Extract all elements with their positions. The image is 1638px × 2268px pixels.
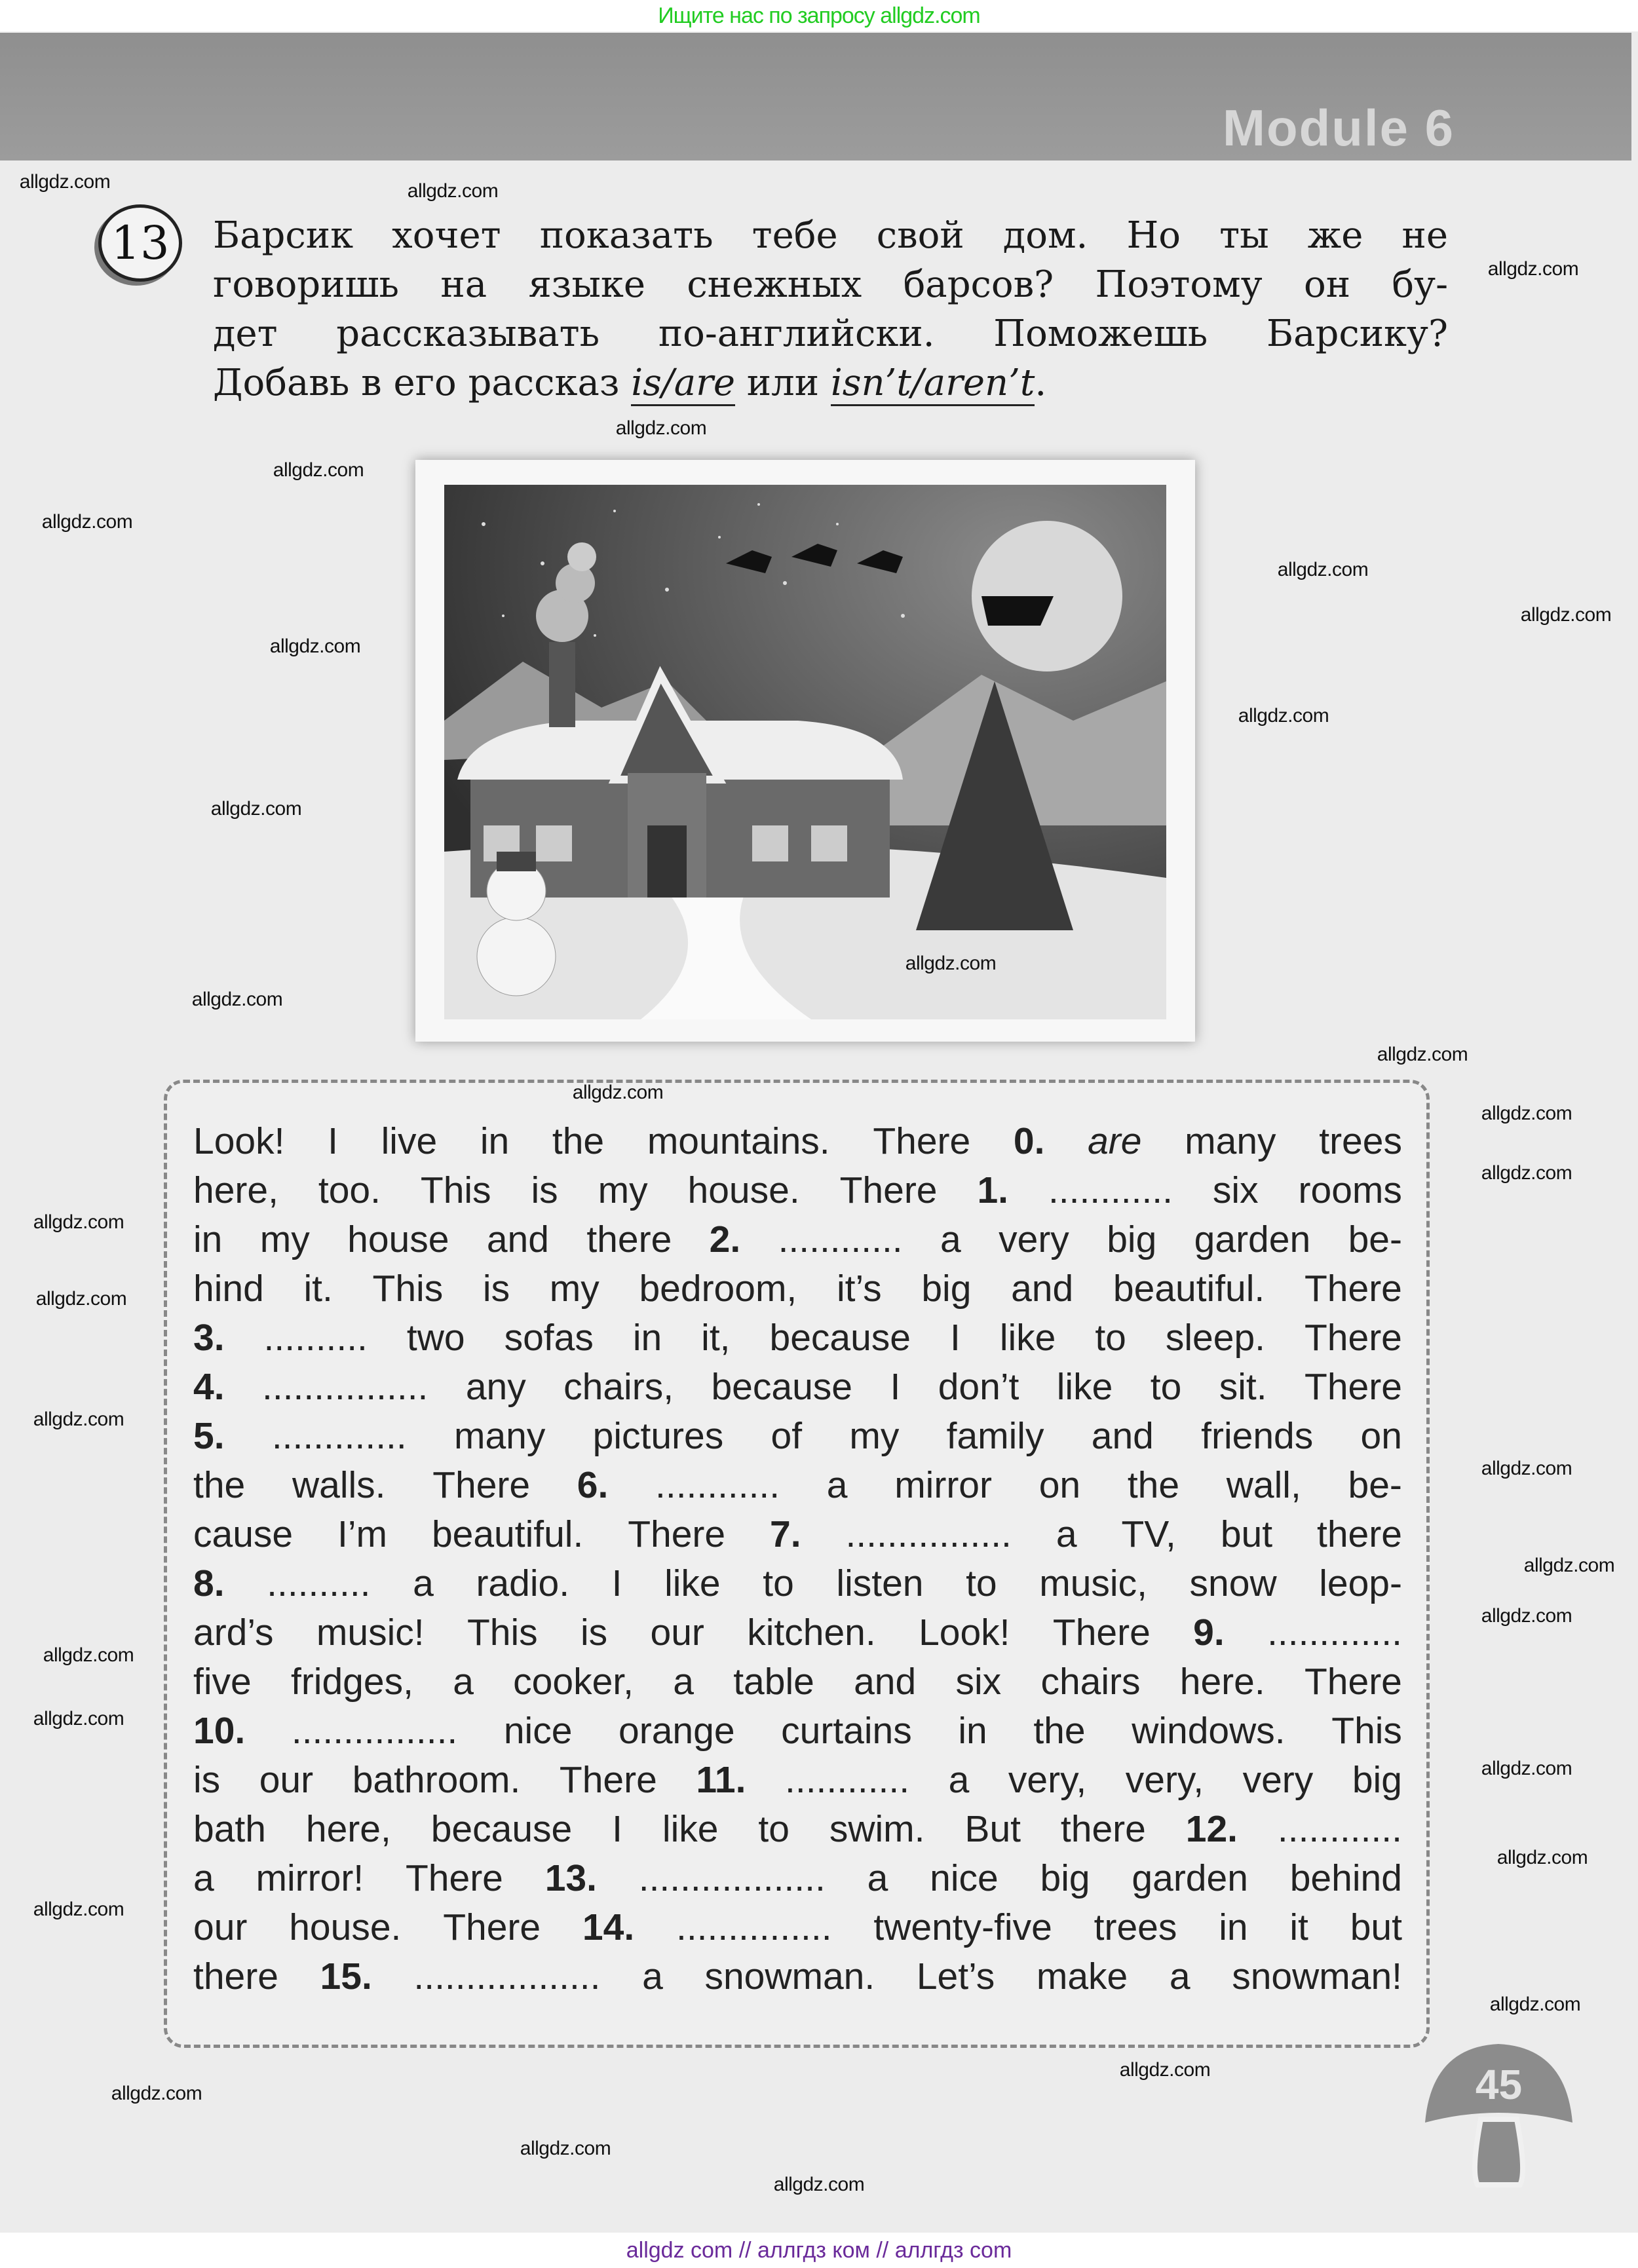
page-number: 45 — [1475, 2061, 1523, 2108]
story-word: ................ — [845, 1513, 1012, 1555]
story-word: There — [405, 1857, 503, 1899]
watermark: allgdz.com — [1277, 559, 1369, 580]
blank-number: 8. — [193, 1562, 225, 1604]
story-line — [193, 1461, 1402, 1510]
blank-number: 10. — [193, 1710, 246, 1752]
story-word: to — [1150, 1366, 1182, 1408]
story-word: many — [453, 1415, 546, 1457]
option-is-are: is/are — [631, 362, 735, 406]
story-word: a — [1169, 1956, 1190, 1997]
story-word: I — [328, 1120, 338, 1162]
story-word: bedroom, — [639, 1268, 797, 1310]
story-word: listen — [836, 1562, 924, 1604]
story-word: hind — [193, 1268, 264, 1310]
watermark: allgdz.com — [33, 1408, 124, 1430]
story-word: big — [1040, 1857, 1090, 1899]
story-word: cause — [193, 1513, 294, 1555]
blank-number: 1. — [977, 1169, 1008, 1211]
story-word: it — [1289, 1906, 1308, 1948]
story-word: walls. — [292, 1464, 386, 1506]
watermark: allgdz.com — [1496, 1847, 1588, 1868]
story-word: There — [839, 1169, 938, 1211]
story-word: trees — [1319, 1120, 1402, 1162]
blank-number: 11. — [696, 1759, 746, 1801]
story-word: garden — [1194, 1219, 1311, 1260]
story-word: but — [1220, 1513, 1273, 1555]
story-word: bathroom. — [352, 1759, 521, 1801]
story-word: radio. — [476, 1562, 570, 1604]
story-word: There — [1304, 1661, 1402, 1703]
story-word: in — [193, 1219, 223, 1260]
story-word: TV, — [1121, 1513, 1176, 1555]
story-word: nice — [503, 1710, 573, 1752]
story-line — [193, 1805, 1402, 1854]
story-word: fridges, — [290, 1661, 413, 1703]
story-word: a — [948, 1759, 970, 1801]
story-word: there — [586, 1219, 672, 1260]
story-word: I — [890, 1366, 901, 1408]
story-word: house — [347, 1219, 449, 1260]
story-word: is — [580, 1612, 608, 1654]
story-word: ................ — [261, 1366, 429, 1408]
story-word: any — [465, 1366, 526, 1408]
story-word: the — [1033, 1710, 1086, 1752]
watermark: allgdz.com — [191, 989, 283, 1010]
story-word: on — [1360, 1415, 1402, 1457]
story-word: beautiful. — [1113, 1268, 1265, 1310]
story-line — [193, 1363, 1402, 1412]
story-word: snow — [1189, 1562, 1277, 1604]
story-word: There — [873, 1120, 971, 1162]
story-word: swim. — [829, 1808, 925, 1850]
story-word: it’s — [836, 1268, 882, 1310]
story-word: snowman! — [1232, 1956, 1402, 1997]
story-word: to — [763, 1562, 794, 1604]
story-word: There — [628, 1513, 726, 1555]
story-word: our — [650, 1612, 704, 1654]
story-word: music, — [1039, 1562, 1147, 1604]
story-word: ............ — [655, 1464, 780, 1506]
story-word: two — [406, 1317, 465, 1359]
story-word: very — [999, 1219, 1069, 1260]
watermark: allgdz.com — [1520, 604, 1612, 626]
watermark: allgdz.com — [1119, 2059, 1211, 2081]
watermark: allgdz.com — [773, 2174, 865, 2195]
story-word: the — [552, 1120, 605, 1162]
blank-number: 6. — [577, 1464, 609, 1506]
story-word: there — [1316, 1513, 1402, 1555]
watermark: allgdz.com — [41, 511, 133, 533]
story-word: This — [1331, 1710, 1402, 1752]
story-word: it. — [303, 1268, 333, 1310]
story-word: ard’s — [193, 1612, 274, 1654]
story-word: ............ — [1277, 1808, 1402, 1850]
story-word: like — [999, 1317, 1056, 1359]
watermark: allgdz.com — [33, 1708, 124, 1729]
story-word: family — [946, 1415, 1044, 1457]
story-word: big — [921, 1268, 972, 1310]
story-word: twenty-five — [873, 1906, 1052, 1948]
top-banner-text: Ищите нас по запросу allgdz.com — [658, 3, 980, 28]
watermark: allgdz.com — [273, 459, 364, 481]
story-word: on — [1038, 1464, 1081, 1506]
story-line — [193, 1952, 1402, 2001]
watermark: allgdz.com — [35, 1288, 127, 1310]
story-word: very, — [1008, 1759, 1087, 1801]
story-word: a — [940, 1219, 961, 1260]
story-word: garden — [1132, 1857, 1248, 1899]
watermark: allgdz.com — [572, 1082, 664, 1103]
story-word: in — [480, 1120, 510, 1162]
story-word: many — [1185, 1120, 1276, 1162]
story-word: This — [372, 1268, 444, 1310]
instruction-or: или — [735, 362, 831, 404]
watermark: allgdz.com — [1481, 1103, 1572, 1124]
example-answer: are — [1088, 1120, 1142, 1162]
story-word: .......... — [267, 1562, 371, 1604]
story-word: mirror — [894, 1464, 992, 1506]
story-word: don’t — [938, 1366, 1019, 1408]
story-word: and — [1091, 1415, 1154, 1457]
watermark: allgdz.com — [1377, 1044, 1468, 1065]
story-word: very — [1242, 1759, 1314, 1801]
story-word: ................ — [291, 1710, 458, 1752]
story-word: my — [598, 1169, 648, 1211]
story-word: my — [259, 1219, 310, 1260]
option-isnt-arent: isn’t/aren’t — [831, 362, 1035, 406]
story-line — [193, 1510, 1402, 1559]
story-word: ............. — [1267, 1612, 1402, 1654]
story-word: behind — [1289, 1857, 1402, 1899]
story-word: .......... — [263, 1317, 368, 1359]
story-line — [193, 1707, 1402, 1756]
story-word: in — [958, 1710, 987, 1752]
story-word: because — [769, 1317, 911, 1359]
story-line — [193, 1117, 1402, 1166]
watermark: allgdz.com — [1481, 1758, 1572, 1779]
story-word: house. — [289, 1906, 402, 1948]
story-line — [193, 1903, 1402, 1952]
story-word: like — [662, 1808, 719, 1850]
blank-number: 0. — [1013, 1120, 1045, 1162]
top-banner — [0, 0, 1638, 31]
story-word: Look! — [193, 1120, 285, 1162]
story-word: to — [758, 1808, 790, 1850]
story-word: a — [642, 1956, 663, 1997]
story-word: a — [193, 1857, 214, 1899]
watermark: allgdz.com — [1487, 258, 1579, 280]
story-word: mountains. — [647, 1120, 830, 1162]
story-word: because — [430, 1808, 573, 1850]
story-word: here, — [305, 1808, 391, 1850]
story-word: sleep. — [1165, 1317, 1265, 1359]
watermark: allgdz.com — [210, 798, 302, 820]
story-word: kitchen. — [747, 1612, 876, 1654]
story-line — [193, 1756, 1402, 1805]
story-word: our — [193, 1906, 248, 1948]
watermark: allgdz.com — [1523, 1555, 1615, 1576]
story-word: There — [432, 1464, 531, 1506]
instruction-line — [213, 358, 1448, 407]
story-word: pictures — [592, 1415, 724, 1457]
story-word: there — [1060, 1808, 1146, 1850]
story-line — [193, 1264, 1402, 1314]
story-word: too. — [318, 1169, 381, 1211]
story-word: a — [453, 1661, 474, 1703]
watermark: allgdz.com — [33, 1899, 124, 1920]
story-word: a — [1056, 1513, 1077, 1555]
watermark: allgdz.com — [1489, 1994, 1581, 2015]
story-word: This — [420, 1169, 491, 1211]
instruction-prefix: Добавь в его рассказ — [213, 362, 632, 404]
story-word: a — [867, 1857, 888, 1899]
story-word: windows. — [1132, 1710, 1286, 1752]
blank-number: 7. — [770, 1513, 801, 1555]
story-word: I — [611, 1562, 622, 1604]
exercise-instruction — [213, 211, 1448, 407]
page-number-badge — [1419, 2041, 1579, 2188]
blank-number: 13. — [544, 1857, 597, 1899]
story-word: ............ — [1048, 1169, 1173, 1211]
story-word: big — [1107, 1219, 1157, 1260]
story-word: beautiful. — [431, 1513, 584, 1555]
watermark: allgdz.com — [33, 1211, 124, 1233]
story-line — [193, 1608, 1402, 1657]
story-word: ............ — [778, 1219, 903, 1260]
story-word: six — [955, 1661, 1002, 1703]
story-word: is — [482, 1268, 510, 1310]
instruction-line: Барсик хочет показать тебе свой дом. Но ты же не — [213, 214, 1448, 257]
story-word: There — [1304, 1268, 1402, 1310]
story-line — [193, 1559, 1402, 1608]
watermark: allgdz.com — [520, 2138, 611, 2159]
watermark: allgdz.com — [43, 1644, 134, 1666]
blank-number: 9. — [1193, 1612, 1225, 1654]
blank-number: 15. — [320, 1956, 372, 1997]
story-word: the — [193, 1464, 246, 1506]
story-line — [193, 1657, 1402, 1707]
watermark: allgdz.com — [111, 2083, 202, 2104]
watermark: allgdz.com — [615, 417, 707, 439]
story-line — [193, 1412, 1402, 1461]
story-word: bath — [193, 1808, 266, 1850]
story-word: house. — [687, 1169, 800, 1211]
watermark: allgdz.com — [905, 953, 997, 974]
story-word: in — [632, 1317, 662, 1359]
story-word: my — [849, 1415, 900, 1457]
story-word: is — [193, 1759, 221, 1801]
story-line — [193, 1854, 1402, 1903]
story-word: Let’s — [916, 1956, 995, 1997]
watermark: allgdz.com — [1238, 705, 1329, 727]
blank-number: 2. — [709, 1219, 741, 1260]
story-word: live — [381, 1120, 438, 1162]
blank-number: 4. — [193, 1366, 225, 1408]
story-word: I’m — [337, 1513, 388, 1555]
story-word: a — [673, 1661, 694, 1703]
story-word: the — [1127, 1464, 1180, 1506]
story-word: here, — [193, 1169, 278, 1211]
story-word: it, — [701, 1317, 731, 1359]
story-word: sofas — [504, 1317, 594, 1359]
story-word: There — [1052, 1612, 1151, 1654]
story-word: snowman. — [704, 1956, 875, 1997]
story-word: Look! — [919, 1612, 1010, 1654]
module-header — [0, 33, 1631, 161]
story-word: be- — [1348, 1464, 1402, 1506]
watermark: allgdz.com — [1481, 1605, 1572, 1627]
story-word: in — [1219, 1906, 1248, 1948]
story-word: and — [486, 1219, 549, 1260]
story-word: sit. — [1219, 1366, 1267, 1408]
watermark: allgdz.com — [407, 180, 499, 202]
story-word: to — [1095, 1317, 1126, 1359]
story-word: six — [1212, 1169, 1259, 1211]
watermark: allgdz.com — [1481, 1458, 1572, 1479]
story-word: five — [193, 1661, 252, 1703]
story-word: of — [771, 1415, 803, 1457]
story-word: wall, — [1226, 1464, 1301, 1506]
story-word: There — [443, 1906, 541, 1948]
story-word: cooker, — [513, 1661, 634, 1703]
winter-house-illustration — [415, 460, 1195, 1042]
story-word: mirror! — [256, 1857, 364, 1899]
illustration-scene — [444, 485, 1166, 1019]
story-word: table — [733, 1661, 814, 1703]
story-word: This — [467, 1612, 538, 1654]
story-word: But — [964, 1808, 1021, 1850]
story-word: and — [854, 1661, 917, 1703]
story-word: is — [531, 1169, 558, 1211]
story-word: There — [1305, 1366, 1402, 1408]
story-word: .................. — [638, 1857, 826, 1899]
story-word: like — [664, 1562, 721, 1604]
blank-number: 5. — [193, 1415, 225, 1457]
story-word: leop- — [1319, 1562, 1402, 1604]
watermark: allgdz.com — [1481, 1162, 1572, 1184]
story-line — [193, 1166, 1402, 1215]
story-word: there — [193, 1956, 278, 1997]
story-word: here. — [1179, 1661, 1265, 1703]
story-line — [193, 1314, 1402, 1363]
module-label: Module 6 — [1222, 99, 1455, 157]
watermark: allgdz.com — [19, 171, 111, 193]
story-word: make — [1036, 1956, 1128, 1997]
story-word: chairs — [1040, 1661, 1141, 1703]
bottom-banner — [0, 2233, 1638, 2268]
story-word: music! — [316, 1612, 425, 1654]
story-word: There — [559, 1759, 657, 1801]
story-word: to — [966, 1562, 997, 1604]
story-word: I — [612, 1808, 622, 1850]
story-word: ............ — [785, 1759, 910, 1801]
story-word: chairs, — [563, 1366, 674, 1408]
story-word: trees — [1094, 1906, 1177, 1948]
story-word: ............. — [271, 1415, 407, 1457]
story-text — [193, 1117, 1402, 2001]
story-word: our — [259, 1759, 314, 1801]
story-word: and — [1011, 1268, 1074, 1310]
story-word: my — [549, 1268, 600, 1310]
blank-number: 3. — [193, 1317, 225, 1359]
story-word: because — [711, 1366, 852, 1408]
story-word: be- — [1348, 1219, 1402, 1260]
story-word: curtains — [781, 1710, 912, 1752]
instruction-line: дет рассказывать по-английски. Поможешь Барсику? — [213, 312, 1448, 355]
story-word: rooms — [1298, 1169, 1402, 1211]
bottom-banner-text: allgdz com // аллгдз ком // аллгдз com — [626, 2238, 1012, 2263]
story-word: orange — [619, 1710, 735, 1752]
instruction-end: . — [1035, 362, 1047, 404]
story-word: nice — [930, 1857, 999, 1899]
story-word: very, — [1125, 1759, 1204, 1801]
story-word: but — [1350, 1906, 1402, 1948]
story-word: a — [413, 1562, 434, 1604]
story-word: a — [826, 1464, 848, 1506]
story-word: There — [1304, 1317, 1402, 1359]
watermark: allgdz.com — [269, 635, 361, 657]
story-word: friends — [1201, 1415, 1314, 1457]
blank-number: 12. — [1185, 1808, 1238, 1850]
story-word: I — [950, 1317, 961, 1359]
story-word: .................. — [413, 1956, 601, 1997]
story-word: ............... — [676, 1906, 832, 1948]
story-word: big — [1352, 1759, 1402, 1801]
story-line — [193, 1215, 1402, 1264]
story-word: like — [1056, 1366, 1113, 1408]
exercise-number-badge: 13 — [98, 204, 182, 282]
instruction-line: говоришь на языке снежных барсов? Поэтому он бу- — [213, 263, 1448, 306]
blank-number: 14. — [582, 1906, 635, 1948]
